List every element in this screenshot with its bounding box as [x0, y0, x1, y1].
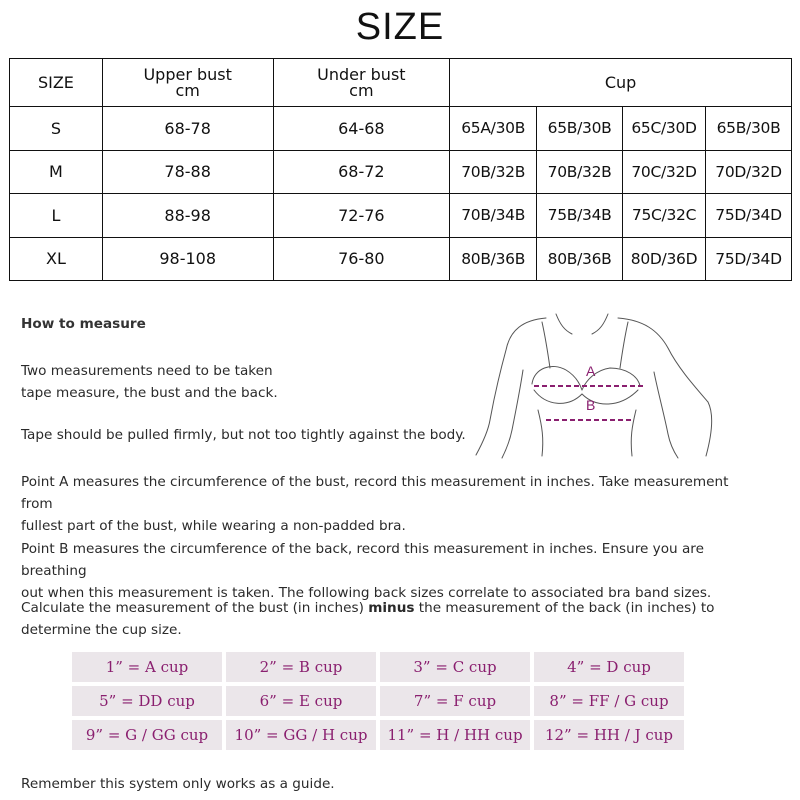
label-a: A — [586, 363, 596, 379]
cell-under-bust: 72-76 — [273, 194, 450, 238]
table-row — [10, 237, 792, 281]
guide-text-line — [21, 597, 741, 619]
header-size: SIZE — [10, 59, 103, 107]
cell-cup: 70B/32B — [537, 150, 623, 194]
guide-text-line: fullest part of the bust, while wearing a non-padded bra. — [21, 518, 406, 534]
cell-cup: 65A/30B — [450, 107, 537, 151]
cell-cup: 70B/34B — [450, 194, 537, 238]
table-header-row — [10, 59, 792, 107]
guide-text-line: determine the cup size. — [21, 622, 182, 638]
cell-cup: 65B/30B — [706, 107, 792, 151]
measurement-lines — [534, 363, 646, 420]
cell-size: XL — [10, 237, 103, 281]
cell-under-bust: 68-72 — [273, 150, 450, 194]
table-row — [10, 150, 792, 194]
cell-cup: 65B/30B — [537, 107, 623, 151]
guide-text-line: Point B measures the circumference of the back, record this measurement in inches. Ensure you are breathing — [21, 541, 704, 579]
cup-size-cell: 2” = B cup — [226, 652, 376, 682]
guide-text-line: out when this measurement is taken. The following back sizes correlate to associated bra band sizes. — [21, 585, 712, 601]
table-row — [10, 107, 792, 151]
cell-upper-bust: 68-78 — [102, 107, 273, 151]
label-b: B — [586, 397, 596, 413]
header-upper-bust — [102, 59, 273, 107]
guide-footer: Remember this system only works as a guide. — [21, 776, 335, 792]
cell-cup: 70C/32D — [623, 150, 706, 194]
cell-upper-bust: 98-108 — [102, 237, 273, 281]
cell-cup: 80B/36B — [450, 237, 537, 281]
cell-under-bust: 64-68 — [273, 107, 450, 151]
cell-cup: 80D/36D — [623, 237, 706, 281]
cell-cup: 75D/34D — [706, 194, 792, 238]
cell-cup: 75C/32C — [623, 194, 706, 238]
header-cup: Cup — [450, 59, 792, 107]
cell-cup: 70D/32D — [706, 150, 792, 194]
cup-size-cell: 5” = DD cup — [72, 686, 222, 716]
guide-text-segment: Calculate the measurement of the bust (in inches) — [21, 600, 369, 616]
cell-size: S — [10, 107, 103, 151]
cup-size-cell: 1” = A cup — [72, 652, 222, 682]
header-upper-bust-unit: cm — [175, 80, 200, 100]
header-under-bust-label: Under bust — [317, 64, 406, 84]
cell-cup: 70B/32B — [450, 150, 537, 194]
guide-title: How to measure — [21, 316, 146, 332]
cup-size-cell: 8” = FF / G cup — [534, 686, 684, 716]
cup-size-cell: 9” = G / GG cup — [72, 720, 222, 750]
size-table — [9, 58, 792, 281]
guide-text-line: Two measurements need to be taken — [21, 363, 273, 379]
guide-text-segment: the measurement of the back (in inches) to — [414, 600, 715, 616]
cup-size-cell: 3” = C cup — [380, 652, 530, 682]
guide-paragraph-4 — [21, 538, 741, 604]
guide-text-line: tape measure, the bust and the back. — [21, 385, 278, 401]
guide-text-line: Point A measures the circumference of the bust, record this measurement in inches. Take measurement from — [21, 474, 729, 512]
guide-paragraph-2: Tape should be pulled firmly, but not too tightly against the body. — [21, 427, 466, 443]
cell-cup: 75B/34B — [537, 194, 623, 238]
cell-size: L — [10, 194, 103, 238]
cup-size-cell: 11” = H / HH cup — [380, 720, 530, 750]
cell-upper-bust: 88-98 — [102, 194, 273, 238]
header-under-bust — [273, 59, 450, 107]
guide-paragraph-3 — [21, 471, 741, 537]
cup-size-cell: 6” = E cup — [226, 686, 376, 716]
cell-under-bust: 76-80 — [273, 237, 450, 281]
cell-cup: 75D/34D — [706, 237, 792, 281]
cell-size: M — [10, 150, 103, 194]
cell-upper-bust: 78-88 — [102, 150, 273, 194]
header-upper-bust-label: Upper bust — [143, 64, 232, 84]
page-title: SIZE — [355, 6, 445, 48]
cup-size-cell: 12” = HH / J cup — [534, 720, 684, 750]
guide-bold-minus: minus — [368, 600, 415, 616]
cup-size-cell: 10” = GG / H cup — [226, 720, 376, 750]
table-row — [10, 194, 792, 238]
cup-size-cell: 7” = F cup — [380, 686, 530, 716]
header-under-bust-unit: cm — [349, 80, 374, 100]
cell-cup: 65C/30D — [623, 107, 706, 151]
cup-size-chart — [72, 652, 684, 750]
cup-size-cell: 4” = D cup — [534, 652, 684, 682]
cell-cup: 80B/36B — [537, 237, 623, 281]
bust-measurement-illustration — [468, 310, 733, 460]
guide-paragraph-5 — [21, 597, 741, 641]
guide-paragraph-1 — [21, 360, 278, 404]
